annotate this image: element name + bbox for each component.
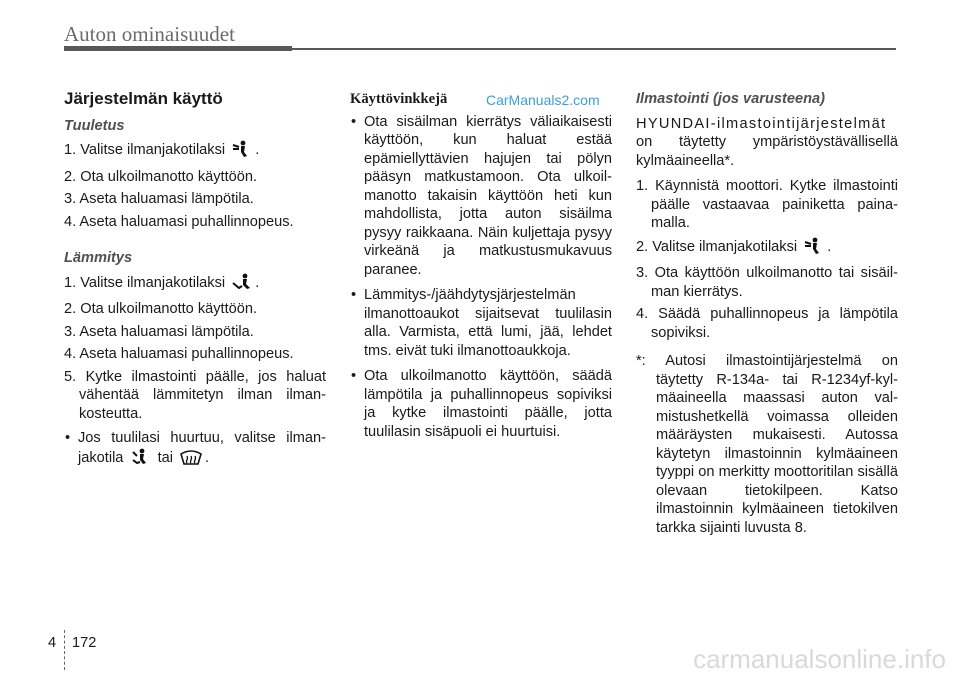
ac-intro-line: HYUNDAI-ilmastointijärjestelmät [636, 115, 887, 132]
heating-bullet: • Jos tuulilasi huurtuu, valitse ilmanjakotila tai . [64, 429, 326, 471]
heating-step-5: 5. Kytke ilmastointi päälle, jos haluat vähentää lämmitetyn ilman ilmankosteutta. [64, 368, 326, 422]
tip-bullet: • Ota sisäilman kierrätys väliaikaisesti käyttöön, kun haluat estää epämiellyttävien hajujen tai pölyn pääsyn matkustamoon. Ota ulkoilmanotto takaisin käyttöön heti kun mahdollista, jotta auton sisäilma pysyy raikkaana. Näin kuljettaja pysyy virkeänä ja matkustusmukavuus paranee. [350, 113, 612, 280]
footer-separator [64, 630, 65, 670]
subsection-heating-title: Lämmitys [64, 250, 133, 266]
ac-footnote: *: Autosi ilmastointijärjestelmä on täytetty R-134a- tai R-1234yf-kylmäaineella maassasi auton valmistushetkellä voimassa olleiden määräysten mukaisesti. Autossa käytetyn ilmastoinnin kylmäaineen tyyppi on merkitty moottoritilan sisällä olevaan tietokilpeen. Katso ilmastoinnin kylmäaineen tietokilven tarkka sijainti luvusta 8. [636, 353, 898, 536]
face-vent-mode-icon [231, 140, 253, 164]
heating-step-4: 4. Aseta haluamasi puhallinnopeus. [64, 346, 294, 362]
subsection-defrost-title: Tuuletus [64, 117, 125, 134]
ac-title: Ilmastointi (jos varusteena) [636, 91, 825, 107]
header-rule-thin [292, 48, 896, 50]
ac-step-4: 4. Säädä puhallinnopeus ja lämpötila sopiviksi. [636, 306, 898, 341]
column-air-conditioning [636, 90, 898, 537]
face-vent-mode-icon [803, 237, 825, 261]
heating-step-1: 1. Valitse ilmanjakotilaksi . [64, 273, 326, 297]
header-rule-thick [64, 46, 292, 51]
watermark-link[interactable]: CarManuals2.com [486, 92, 600, 108]
ac-intro-rest: on täytetty ympäristöystävällisellä kylmäaineella*. [636, 134, 898, 169]
ac-step-2: 2. Valitse ilmanjakotilaksi . [636, 237, 898, 261]
column-tips [350, 90, 612, 448]
defrost-step-2: 2. Ota ulkoilmanotto käyttöön. [64, 168, 258, 185]
heating-step-3: 3. Aseta haluamasi lämpötila. [64, 323, 254, 340]
floor-defrost-mode-icon [130, 448, 152, 472]
heating-step-2: 2. Ota ulkoilmanotto käyttöön. [64, 301, 258, 317]
defrost-step-4: 4. Aseta haluamasi puhallinnopeus. [64, 213, 294, 230]
tips-title: Käyttövinkkejä [350, 91, 448, 107]
page-number: 172 [72, 635, 97, 651]
chapter-number: 4 [48, 635, 57, 651]
tip-bullet: • Lämmitys-/jäähdytysjärjestelmän ilmanottoaukot sijaitsevat tuulilasin alla. Varmista, että lumi, jää, lehdet tms. eivät tuki ilmanottoaukkoja. [350, 286, 612, 360]
ac-step-1: 1. Käynnistä moottori. Kytke ilmastointi päälle vastaavaa painiketta painamalla. [636, 178, 898, 231]
floor-mode-icon [231, 273, 253, 297]
defrost-step-1: 1. Valitse ilmanjakotilaksi . [64, 140, 326, 164]
defrost-step-3: 3. Aseta haluamasi lämpötila. [64, 191, 254, 207]
windshield-defrost-icon [179, 448, 203, 472]
section-title: Järjestelmän käyttö [64, 89, 223, 108]
header-title: Auton ominaisuudet [64, 22, 235, 46]
tip-bullet: • Ota ulkoilmanotto käyttöön, säädä lämpötila ja puhallinnopeus sopiviksi ja kytke ilmastointi päälle, jotta tuulilasin sisäpuoli ei huurtuisi. [350, 367, 612, 441]
column-operation [64, 90, 326, 478]
site-watermark: carmanualsonline.info [693, 644, 946, 674]
ac-step-3: 3. Ota käyttöön ulkoilmanotto tai sisäilman kierrätys. [636, 265, 898, 300]
